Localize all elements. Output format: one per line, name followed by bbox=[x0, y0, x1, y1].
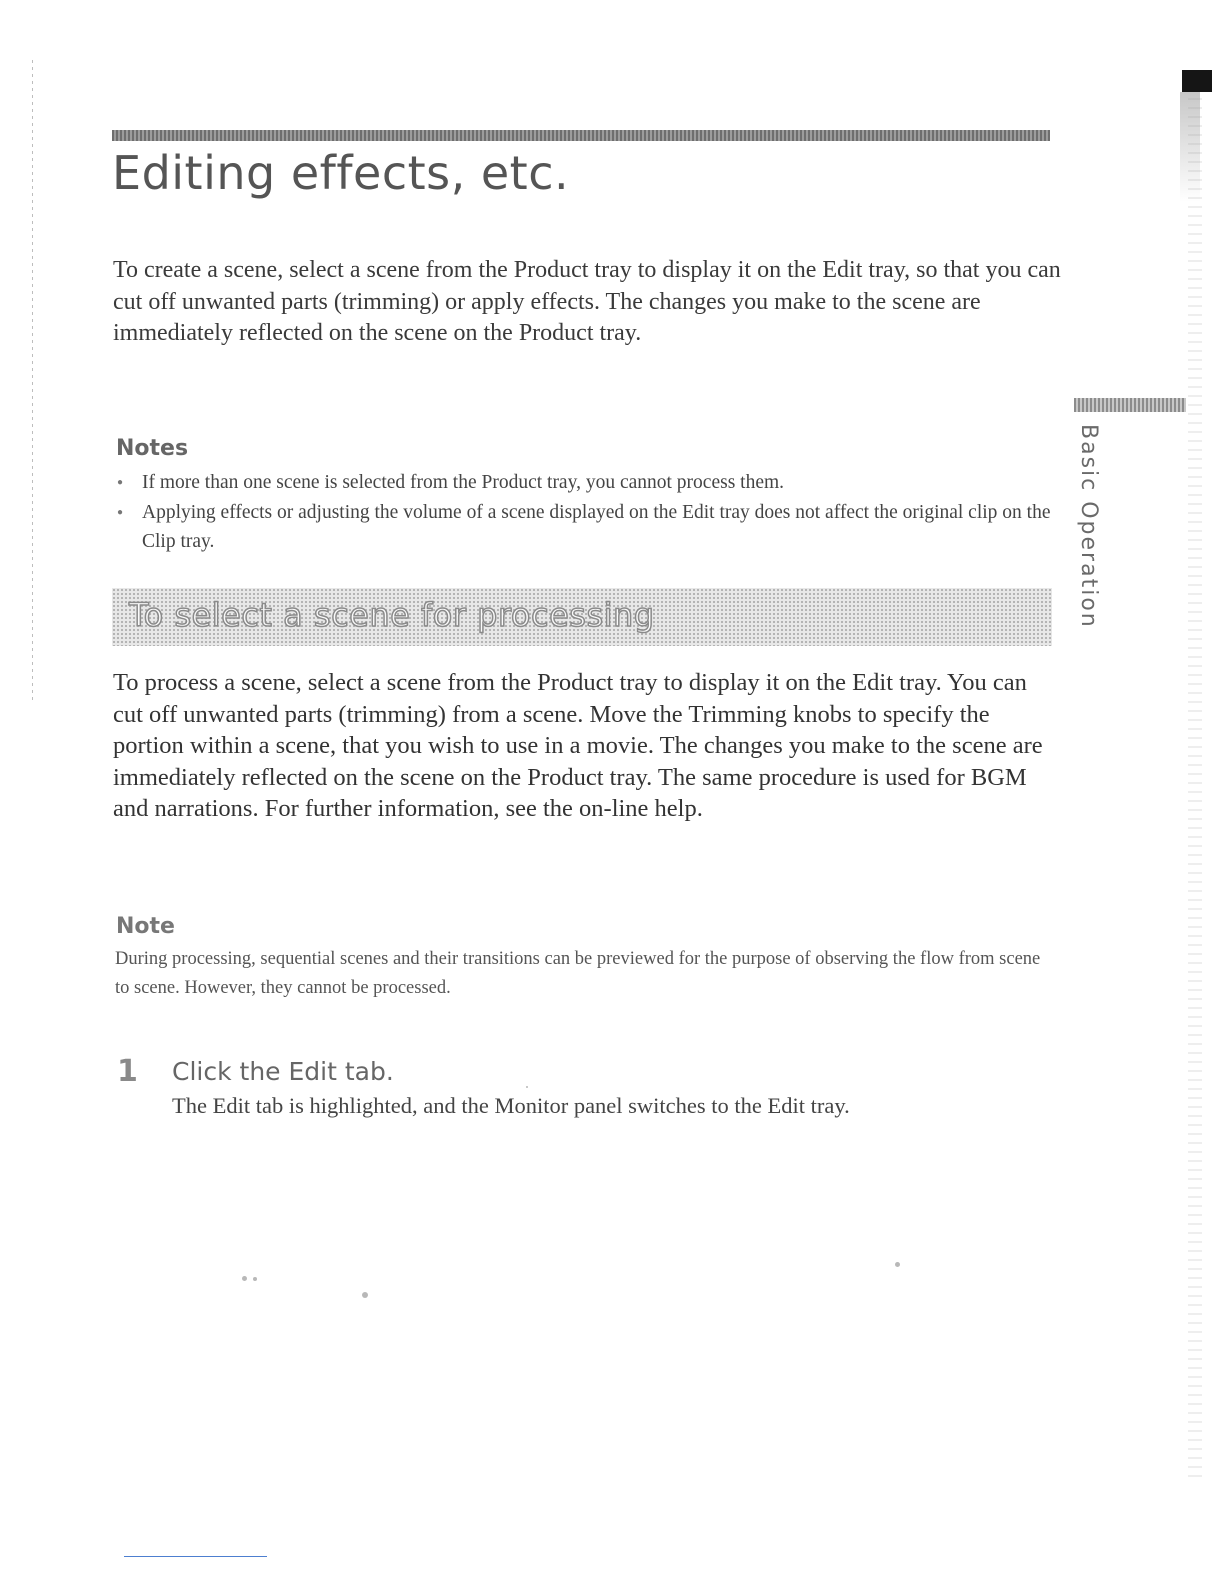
notes-heading: Notes bbox=[116, 436, 189, 461]
side-tab-bar bbox=[1074, 398, 1186, 412]
note-item: ● Applying effects or adjusting the volume of a scene displayed on the Edit tray does not affect the original clip on the Clip tray. bbox=[113, 498, 1053, 556]
section-header-band bbox=[112, 588, 1052, 646]
corner-smudge bbox=[1180, 92, 1200, 202]
scan-speck bbox=[253, 1277, 257, 1281]
section-body: To process a scene, select a scene from the Product tray to display it on the Edit tray. You can cut off unwanted parts (trimming) from a scene. Move the Trimming knobs to specify the portion within a scene, that you wish to use in a movie. The changes you make to the scene are immediately reflected on the scene on the Product tray. The same procedure is used for BGM and narrations. For further information, see the on-line help. bbox=[113, 669, 1043, 822]
side-tab-label: Basic Operation bbox=[1076, 424, 1101, 629]
scan-edge-left bbox=[32, 60, 33, 700]
scan-speck bbox=[362, 1292, 368, 1298]
note-item: ● If more than one scene is selected from the Product tray, you cannot process them. bbox=[113, 468, 1053, 497]
notes-list bbox=[113, 468, 1053, 557]
step-number: 1 bbox=[117, 1054, 138, 1089]
scan-speck bbox=[242, 1276, 247, 1281]
title-rule bbox=[112, 130, 1050, 141]
scan-edge-right bbox=[1188, 80, 1202, 1480]
scan-speck bbox=[895, 1262, 900, 1267]
intro-paragraph: To create a scene, select a scene from the Product tray to display it on the Edit tray, so that you can cut off unwanted parts (trimming) or apply effects. The changes you make to the scene are immediately reflected on the scene on the Product tray. bbox=[113, 257, 1061, 346]
note-heading: Note bbox=[116, 914, 175, 939]
page-title: Editing effects, etc. bbox=[112, 146, 570, 200]
scan-speck bbox=[526, 1086, 528, 1088]
corner-mark bbox=[1182, 70, 1212, 92]
step-title: Click the Edit tab. bbox=[172, 1057, 394, 1086]
note-body: During processing, sequential scenes and their transitions can be previewed for the purpose of observing the flow from scene to scene. However, they cannot be processed. bbox=[115, 949, 1041, 998]
step-body: The Edit tab is highlighted, and the Monitor panel switches to the Edit tray. bbox=[172, 1093, 850, 1118]
footer-rule bbox=[124, 1556, 267, 1557]
section-title: To select a scene for processing bbox=[129, 596, 655, 634]
